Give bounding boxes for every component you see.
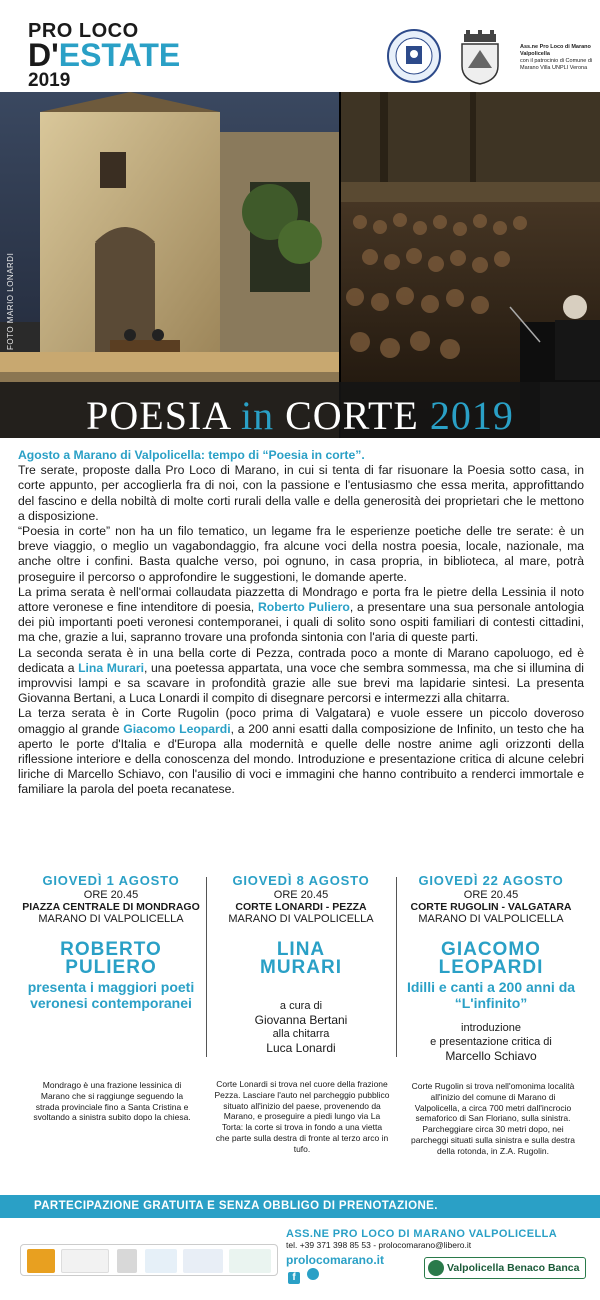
event-card-1 (18, 873, 204, 1011)
credit-label: a cura di (279, 1000, 323, 1012)
credit-name: Giovanna Bertani (254, 1013, 348, 1027)
event-credits (208, 999, 394, 1055)
poet-last-name: LEOPARDI (438, 957, 544, 978)
photo-credit: FOTO MARIO LONARDI (6, 252, 15, 350)
column-divider (206, 877, 207, 1057)
sponsor-logo-6-icon (229, 1249, 271, 1273)
poet-first-name: GIACOMO (441, 939, 541, 960)
proloco-logo-icon (145, 1249, 177, 1273)
header (0, 0, 600, 92)
patronage-text (520, 44, 600, 72)
brand-year: 2019 (28, 70, 71, 91)
intro-paragraph-1: Tre serate, proposte dalla Pro Loco di Marano, in cui si tenta di far risuonare la Poesia sotto casa, in corte appunto, per accoglierla fra di noi, con la passione e l'entusiasmo che essa merita, approfittando del fascino e della nobiltà di molte corti rurali della valle e della generosità dei proprietari che le mettono a disposizione. (18, 463, 584, 523)
highlight-roberto-puliero: Roberto Puliero (257, 600, 350, 615)
intro-p4-end: , una poetessa appartata, una voce che sembra sommessa, ma che si illumina di improvvisi lampi e sa scavare in profondità grazie alle sue brevi ma lapidarie sintesi. La presenta Giovanna Bertani, a Luca Lonardi il compito di disegnare percorsi e intermezzi alla chitarra. (18, 660, 584, 706)
bank-logo (424, 1257, 586, 1279)
event-card-3 (398, 873, 584, 1063)
event-time: ORE 20.45 (273, 889, 329, 901)
poet-first-name: LINA (276, 939, 326, 960)
event-town: MARANO DI VALPOLICELLA (228, 913, 374, 925)
credit-label: alla chitarra (272, 1028, 330, 1040)
veneto-logo-icon (61, 1249, 109, 1273)
facebook-icon[interactable]: f (288, 1272, 300, 1284)
event-date: GIOVEDÌ 8 AGOSTO (232, 873, 370, 888)
pro-loco-seal-icon (386, 28, 442, 84)
event-date: GIOVEDÌ 1 AGOSTO (42, 873, 180, 888)
free-entry-text: PARTECIPAZIONE GRATUITA E SENZA OBBLIGO DI PRENOTAZIONE. (34, 1200, 438, 1212)
title-year: 2019 (429, 393, 514, 438)
brand-line-2 (28, 38, 180, 72)
intro-paragraph-2: “Poesia in corte” non ha un filo tematico, un legame fra le esperienze poetiche delle tre serate: è un breve viaggio, o meglio un vagabondaggio, fra alcune voci della nostra poesia, locale, nazionale, ma anche oltre i confini. Basta qualche verso, poi ognuno, in casa propria, in biblioteca, al mare, potrà proseguire il percorso o approfondire le suggestioni, le domande aperte. (18, 524, 584, 584)
intro-paragraph-4 (18, 646, 584, 707)
title-part-2: in (240, 393, 275, 438)
bank-name: Valpolicella Benaco Banca (447, 1262, 580, 1274)
brand-estate: ESTATE (58, 37, 181, 73)
highlight-lina-murari: Lina Murari (78, 660, 145, 675)
event-2-directions: Corte Lonardi si trova nel cuore della frazione Pezza. Lasciare l'auto nel parcheggio pubblico situato all'inizio del paese, provenendo da Marano, e proseguire a piedi lungo via La Torta: la corte si trova in fondo a una vietta che parte sulla destra di fronte al terzo arco in tufo. (214, 1079, 390, 1154)
event-card-2 (208, 873, 394, 1055)
comune-crest-icon (456, 30, 504, 86)
website-link[interactable]: prolocomarano.it (286, 1253, 385, 1267)
event-time: ORE 20.45 (463, 889, 519, 901)
column-divider (396, 877, 397, 1057)
event-town: MARANO DI VALPOLICELLA (38, 913, 184, 925)
event-poet (208, 941, 394, 977)
credit-name: Luca Lonardi (266, 1041, 336, 1055)
title-part-1: POESIA (86, 393, 241, 438)
event-title (0, 392, 600, 439)
patronage-with: con il patrocinio di Comune di Marano Villa UNPLI Verona (520, 58, 593, 71)
event-date: GIOVEDÌ 22 AGOSTO (418, 873, 564, 888)
intro-paragraph-3 (18, 585, 584, 646)
event-time: ORE 20.45 (83, 889, 139, 901)
intro-p4-start: La seconda serata è in una bella corte di Pezza, contrada poco a monte di Marano capoluogo, ed è dedicata a (18, 645, 584, 675)
intro-paragraph-5 (18, 706, 584, 797)
association-name: ASS.NE PRO LOCO DI MARANO VALPOLICELLA (286, 1228, 558, 1240)
credit-name: Marcello Schiavo (445, 1049, 537, 1063)
event-3-directions: Corte Rugolin si trova nell'omonima località all'inizio del comune di Marano di Valpolicella, a circa 700 metri dall'incrocio semaforico di San Floriano, sulla sinistra. Parcheggiare circa 30 metri dopo, nei parcheggi situati sulla sinistra e sulla destra della rotonda, in Z.A. Rugolin. (411, 1081, 575, 1156)
sponsor-logo-1-icon (27, 1249, 55, 1273)
event-subtitle: Idilli e canti a 200 anni da “L'infinito” (406, 979, 576, 1011)
event-town: MARANO DI VALPOLICELLA (418, 913, 564, 925)
intro-text (18, 448, 584, 798)
brand-line-1: PRO LOCO (28, 20, 139, 42)
poet-first-name: ROBERTO (60, 939, 162, 960)
highlight-giacomo-leopardi: Giacomo Leopardi (123, 721, 231, 736)
sponsor-logos (20, 1244, 278, 1276)
unpli-logo-icon (183, 1249, 223, 1273)
event-venue: CORTE RUGOLIN - VALGATARA (410, 901, 572, 913)
title-part-3: CORTE (274, 393, 430, 438)
event-poet (398, 941, 584, 977)
poet-last-name: PULIERO (65, 957, 157, 978)
event-poet (18, 941, 204, 977)
intro-p3-end: , a presentare una sua personale antologia dei più importanti poeti veronesi contemporanei, i quali di solito sono ospiti familiari di contesti cittadini, ma che, grazie a lui, sapranno trovare una profonda sintonia con l'aria di queste parti. (18, 600, 584, 645)
social-icons[interactable] (288, 1268, 319, 1284)
event-subtitle: presenta i maggiori poeti veronesi contemporanei (27, 979, 195, 1011)
event-credits (398, 1021, 584, 1063)
credit-label: introduzione (461, 1022, 521, 1034)
comune-logo-icon (117, 1249, 137, 1273)
poet-last-name: MURARI (260, 957, 342, 978)
event-venue: CORTE LONARDI - PEZZA (235, 901, 367, 913)
intro-p3-start: La prima serata è nell'ormai collaudata piazzetta di Mondrago e porta fra le pietre della Lessinia il noto attore veronese e fine intenditore di poesia, (18, 584, 584, 615)
credit-label: e presentazione critica di (430, 1036, 552, 1048)
contact-info: tel. +39 371 398 85 53 - prolocomarano@libero.it (286, 1240, 472, 1250)
event-venue: PIAZZA CENTRALE DI MONDRAGO (22, 901, 200, 913)
bank-mark-icon (428, 1260, 444, 1276)
twitter-icon[interactable] (307, 1268, 319, 1280)
brand-apostrophe: D' (28, 37, 59, 73)
event-1-directions: Mondrago è una frazione lessinica di Marano che si raggiunge seguendo la strada provinciale fino a Santa Cristina e svoltando a sinistra subito dopo la chiesa. (33, 1080, 191, 1123)
intro-p5-end: , a 200 anni esatti dalla composizione de Infinito, un testo che ha aperto le porte d'Italia e d'Europa alla modernità e quelle delle nostre anime agli orizzonti della riflessione interiore e della conoscenza del mondo. Introduzione e presentazione critica di alcune celebri liriche di Marcello Schiavo, con l'ausilio di voci e immagini che hanno contribuito a renderci immortale e familiare la parola del poeta recanatese. (18, 721, 585, 797)
intro-p5-start: La terza serata è in Corte Rugolin (poco prima di Valgatara) e vuole essere un piccolo doveroso omaggio al grande (18, 706, 584, 736)
patronage-assoc: Ass.ne Pro Loco di Marano Valpolicella (520, 44, 591, 57)
intro-lead: Agosto a Marano di Valpolicella: tempo di “Poesia in corte”. (18, 448, 365, 462)
